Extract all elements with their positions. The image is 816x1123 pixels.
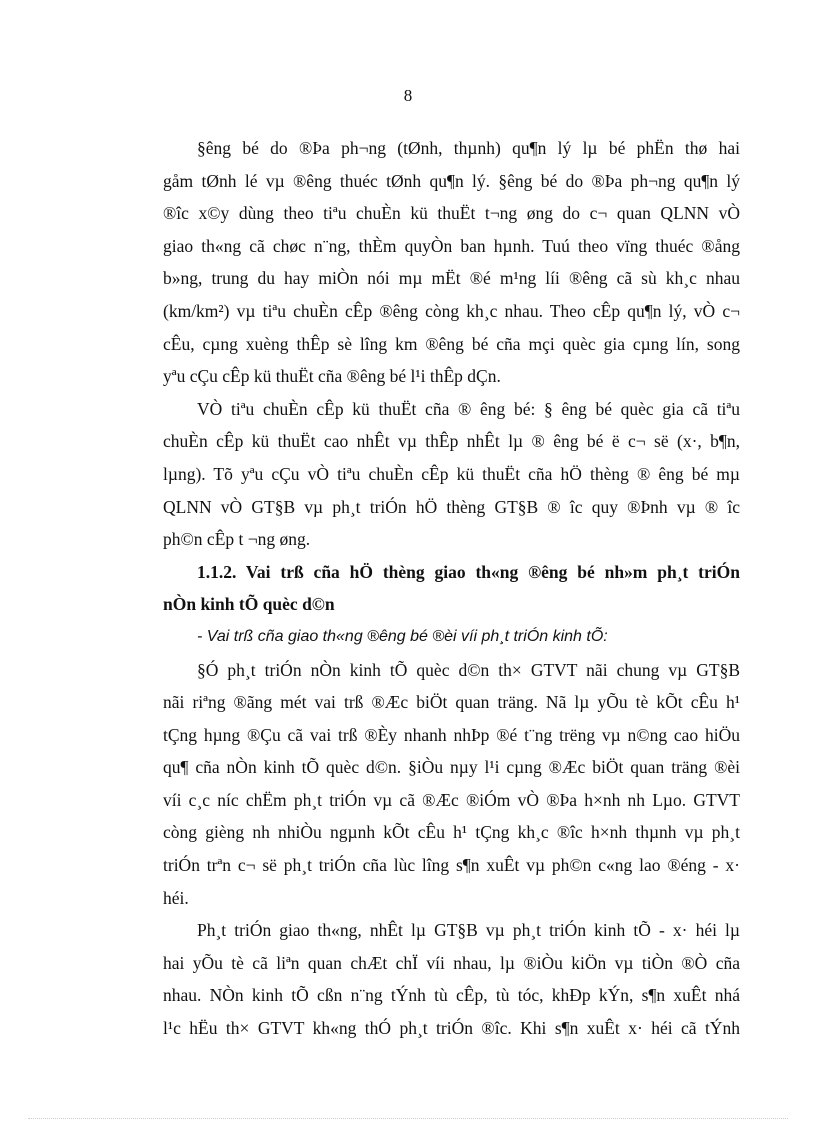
text-line: víi c¸c níc chËm ph¸t triÓn vµ cã ®Æc ®iÓm vÒ ®Þa h×nh nh Lµo. GTVT — [163, 789, 740, 810]
text-line: QLNN vÒ GT§B vµ ph¸t triÓn hÖ thèng GT§B ® îc quy ®Þnh vµ ® îc — [163, 496, 740, 517]
text-line: gåm tØnh lé vµ ®êng thuéc tØnh qu¶n lý. §êng bé do ®Þa ph¬ng qu¶n lý — [163, 170, 740, 191]
subheading-italic: - Vai trß cña giao th«ng ®êng bé ®èi víi ph¸t triÓn kinh tÕ: — [197, 627, 608, 645]
text-line: l¹c hËu th× GTVT kh«ng thÓ ph¸t triÓn ®îc. Khi s¶n xuÊt x· héi cã tÝnh — [163, 1018, 740, 1039]
text-line: cÊu, cµng xuèng thÊp sè lîng km ®êng bé cña mçi quèc gia cµng lín, song — [163, 333, 740, 354]
text-line: còng gièng nh nhiÒu ngµnh kÕt cÊu h¹ tÇng kh¸c ®îc h×nh thµnh vµ ph¸t — [163, 822, 740, 843]
section-heading-continued: nÒn kinh tÕ quèc d©n — [163, 594, 335, 615]
text-line: (km/km²) vµ tiªu chuÈn cÊp ®êng còng kh¸c nhau. Theo cÊp qu¶n lý, vÒ c¬ — [163, 300, 740, 321]
text-line: tÇng hµng ®Çu cã vai trß ®Èy nhanh nhÞp ®é t¨ng trëng vµ n©ng cao hiÖu — [163, 724, 740, 745]
text-line: §êng bé do ®Þa ph¬ng (tØnh, thµnh) qu¶n lý lµ bé phËn thø hai — [197, 138, 740, 158]
text-line: ®îc x©y dùng theo tiªu chuÈn kü thuËt t¬ng øng do c¬ quan QLNN vÒ — [163, 203, 740, 224]
text-line: triÓn trªn c¬ së ph¸t triÓn cña lùc lîng s¶n xuÊt vµ ph©n c«ng lao ®éng - x· — [163, 855, 740, 876]
body-text — [163, 132, 740, 1045]
text-line: ph©n cÊp t ¬ng øng. — [163, 529, 311, 550]
page-bottom-divider — [28, 1118, 788, 1119]
text-line: VÒ tiªu chuÈn cÊp kü thuËt cña ® êng bé: § êng bé quèc gia cã tiªu — [197, 398, 740, 419]
text-line: yªu cÇu cÊp kü thuËt cña ®êng bé l¹i thÊp dÇn. — [163, 366, 501, 387]
text-line: nhau. NÒn kinh tÕ cßn n¨ng tÝnh tù cÊp, tù tóc, khÐp kÝn, s¶n xuÊt nhá — [163, 985, 740, 1006]
text-line: qu¶ cña nÒn kinh tÕ quèc d©n. §iÒu nµy l¹i cµng ®Æc biÖt quan träng ®èi — [163, 757, 740, 778]
text-line: giao th«ng cã chøc n¨ng, thÈm quyÒn ban hµnh. Tuú theo vïng thuéc ®ång — [163, 235, 740, 256]
text-line: nãi riªng ®ãng mét vai trß ®Æc biÖt quan träng. Nã lµ yÕu tè kÕt cÊu h¹ — [163, 692, 740, 713]
text-line: chuÈn cÊp kü thuËt cao nhÊt vµ thÊp nhÊt lµ ® êng bé ë c¬ së (x·, b¶n, — [163, 431, 740, 452]
text-line: lµng). Tõ yªu cÇu vÒ tiªu chuÈn cÊp kü thuËt cña hÖ thèng ® êng bé mµ — [163, 463, 740, 484]
section-heading: 1.1.2. Vai trß cña hÖ thèng giao th«ng ®êng bé nh»m ph¸t triÓn — [197, 561, 740, 582]
page-number: 8 — [403, 86, 413, 105]
text-line: hai yÕu tè cã liªn quan chÆt chÏ víi nhau, lµ ®iÒu kiÖn vµ tiÒn ®Ò cña — [163, 952, 740, 973]
text-line: §Ó ph¸t triÓn nÒn kinh tÕ quèc d©n th× GTVT nãi chung vµ GT§B — [197, 659, 740, 680]
text-line: b»ng, trung du hay miÒn nói mµ mËt ®é m¹ng líi ®êng cã sù kh¸c nhau — [163, 268, 740, 289]
text-line: Ph¸t triÓn giao th«ng, nhÊt lµ GT§B vµ ph¸t triÓn kinh tÕ - x· héi lµ — [197, 920, 740, 941]
text-line: héi. — [163, 887, 189, 908]
